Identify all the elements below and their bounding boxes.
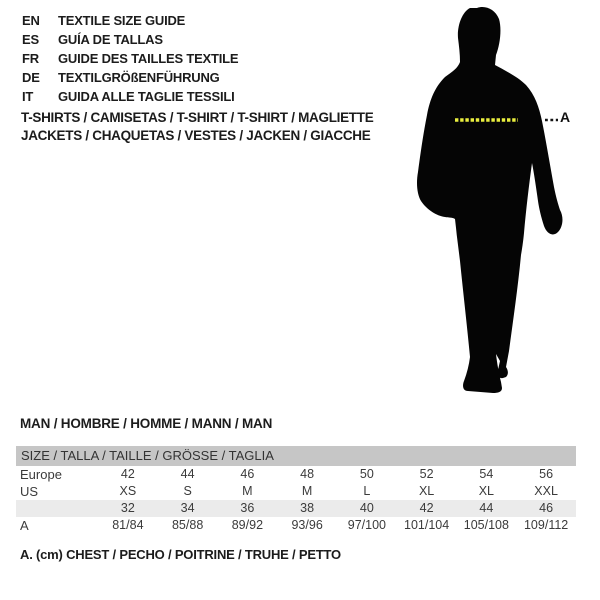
- lang-code: EN: [22, 13, 40, 28]
- measure-label-a: A: [560, 109, 571, 125]
- size-cell: M: [301, 484, 313, 498]
- size-cell: 54: [479, 467, 494, 481]
- row-label: A: [20, 518, 29, 533]
- size-cell: 101/104: [404, 518, 450, 532]
- size-cell: S: [183, 484, 192, 498]
- table-row-chest-cm: [16, 517, 576, 534]
- size-cell: 85/88: [171, 518, 204, 532]
- size-cell: XL: [478, 484, 495, 498]
- lang-code: FR: [22, 51, 39, 66]
- row-label: Europe: [20, 467, 62, 482]
- lang-code: DE: [22, 70, 40, 85]
- size-cell: 97/100: [347, 518, 386, 532]
- man-figure: [405, 5, 580, 397]
- size-cell: 42: [120, 467, 135, 481]
- size-cell: 34: [180, 501, 195, 515]
- section-title-man: MAN / HOMBRE / HOMME / MANN / MAN: [20, 416, 273, 431]
- lang-title: GUÍA DE TALLAS: [58, 32, 163, 47]
- category-tshirts: T-SHIRTS / CAMISETAS / T-SHIRT / T-SHIRT / MAGLIETTE: [21, 110, 374, 125]
- row-label: [16, 500, 98, 517]
- lang-row-es: [22, 30, 238, 49]
- lang-row-en: [22, 11, 238, 30]
- lang-code: ES: [22, 32, 39, 47]
- size-cell: L: [363, 484, 371, 498]
- size-cell: 36: [240, 501, 255, 515]
- size-cell: 52: [419, 467, 434, 481]
- size-cell: 50: [359, 467, 374, 481]
- category-block: [21, 109, 373, 145]
- lang-title: TEXTILGRÖßENFÜHRUNG: [58, 70, 220, 85]
- size-cell: 44: [180, 467, 195, 481]
- size-cell: 56: [539, 467, 554, 481]
- size-cell: 46: [240, 467, 255, 481]
- size-table-header: SIZE / TALLA / TAILLE / GRÖSSE / TAGLIA: [16, 446, 576, 466]
- size-cell: 42: [419, 501, 434, 515]
- size-cell: 48: [300, 467, 315, 481]
- size-cell: XXL: [534, 484, 558, 498]
- size-cell: XS: [119, 484, 137, 498]
- size-cell: 89/92: [231, 518, 264, 532]
- lang-row-it: [22, 87, 238, 106]
- lang-title: TEXTILE SIZE GUIDE: [58, 13, 186, 28]
- man-silhouette-svg: [405, 5, 565, 397]
- size-cell: 93/96: [291, 518, 323, 532]
- man-silhouette: [417, 7, 562, 393]
- size-cell: 38: [300, 501, 315, 515]
- size-cell: 40: [359, 501, 374, 515]
- size-cell: 46: [539, 501, 554, 515]
- footnote-chest-legend: A. (cm) CHEST / PECHO / POITRINE / TRUHE / PETTO: [20, 547, 341, 562]
- language-title-list: [22, 11, 238, 106]
- size-cell: 81/84: [112, 518, 144, 532]
- size-cell: M: [242, 484, 253, 498]
- lang-row-fr: [22, 49, 238, 68]
- size-cell: 44: [479, 501, 494, 515]
- table-row-alt-sizes: [16, 500, 576, 517]
- table-row-us: [16, 483, 576, 500]
- lang-code: IT: [22, 89, 34, 104]
- size-cell: 32: [120, 501, 135, 515]
- size-cell: XL: [418, 484, 435, 498]
- size-table: [16, 446, 576, 534]
- row-label: US: [20, 484, 39, 499]
- table-row-europe: [16, 466, 576, 483]
- size-cell: 109/112: [523, 518, 569, 532]
- lang-title: GUIDA ALLE TAGLIE TESSILI: [58, 89, 235, 104]
- category-jackets: JACKETS / CHAQUETAS / VESTES / JACKEN / GIACCHE: [21, 128, 371, 143]
- size-cell: 105/108: [463, 518, 509, 532]
- lang-row-de: [22, 68, 238, 87]
- lang-title: GUIDE DES TAILLES TEXTILE: [58, 51, 239, 66]
